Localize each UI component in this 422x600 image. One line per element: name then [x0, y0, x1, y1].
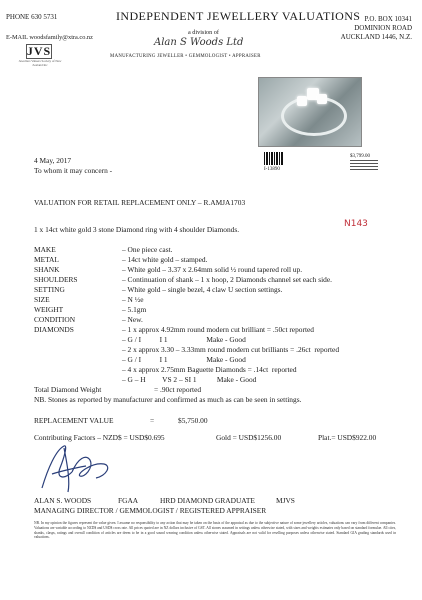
gold-price: Gold = USD$1256.00: [216, 433, 282, 442]
replacement-label: REPLACEMENT VALUE: [34, 416, 114, 425]
diamond-line: – 2 x approx 3.30 – 3.33mm round modern cut brilliants = .26ct reported: [122, 345, 340, 354]
stone-right: [317, 94, 327, 104]
disclaimer-footer: NB. In my opinion the figures represent the value given. I assume no responsibility to any action that may be taken on the basis of the appraisal as due to the subjective nature of some jewellery articles, valuations can vary from different companies. Valuations are variable according to NZD$ and USD$ cross rate. All prices quoted are in NZ dollars inclusive of GST. All stones assumed in settings unless otherwise stated, with sizes and weights estimates only based on standard formulae. All cites, shanks, clasps, ratings and overall condition of articles are deem to be in a good sound wearing condition unless otherwise stated. Appraisals are not valid for reselling purposes unless otherwise stated. Standard GIA grading standards used in valuations.: [34, 521, 396, 540]
spec-row: [34, 275, 404, 285]
tag-price: $3,799.00: [350, 154, 370, 159]
ring-photo: [258, 77, 362, 147]
spec-label: METAL: [34, 255, 59, 264]
spec-value: – New.: [122, 315, 143, 324]
spec-label: SHANK: [34, 265, 60, 274]
spec-row: [34, 255, 404, 265]
item-description: 1 x 14ct white gold 3 stone Diamond ring with 4 shoulder Diamonds.: [34, 225, 240, 234]
stone-left: [297, 96, 307, 106]
jvs-logo: [26, 44, 52, 59]
spec-value: – 5.1gm: [122, 305, 147, 314]
jvs-logo-caption: Jewellers Valuers Society of New Zealand Inc: [18, 59, 62, 67]
spec-row: [34, 265, 404, 275]
spec-label: SHOULDERS: [34, 275, 78, 284]
script-company-name: Alan S Woods Ltd: [154, 37, 244, 48]
spec-row: [34, 305, 404, 315]
spec-value: – 14ct white gold – stamped.: [122, 255, 208, 264]
diamond-line: – 4 x approx 2.75mm Baguette Diamonds = .14ct reported: [122, 365, 297, 374]
spec-label: CONDITION: [34, 315, 76, 324]
tag-fine-print: [350, 160, 378, 172]
spec-value: – White gold – single bezel, 4 claw U section settings.: [122, 285, 283, 294]
road-address: DOMINION ROAD: [354, 24, 412, 32]
diamond-line: – G – H VS 2 – SI 1 Make - Good: [122, 375, 257, 384]
nb-note: NB. Stones as reported by manufacturer and confirmed as much as can be seen in settings.: [34, 395, 302, 404]
letter-salutation: To whom it may concern -: [34, 166, 113, 175]
spec-value: – N ½e: [122, 295, 144, 304]
phone-number: PHONE 630 5731: [6, 13, 58, 21]
jvs-logo-text: JVS: [26, 44, 52, 58]
total-weight-value: = .90ct reported: [154, 385, 202, 394]
total-weight-row: [34, 385, 404, 395]
city-address: AUCKLAND 1446, N.Z.: [340, 33, 412, 41]
spec-label: WEIGHT: [34, 305, 64, 314]
division-text: a division of: [188, 29, 219, 36]
spec-row: [34, 325, 404, 335]
handwritten-reference: N143: [344, 219, 368, 229]
spec-row: [34, 285, 404, 295]
replacement-equals: =: [150, 416, 155, 425]
replacement-value: $5,750.00: [178, 416, 208, 425]
signatory-grad: HRD DIAMOND GRADUATE: [160, 496, 255, 505]
spec-row: [34, 245, 404, 255]
signatory-name: ALAN S. WOODS: [34, 496, 92, 505]
spec-label: SETTING: [34, 285, 65, 294]
signatory-fgaa: FGAA: [118, 496, 139, 505]
barcode: [264, 152, 284, 165]
spec-value: – One piece cast.: [122, 245, 173, 254]
spec-row: [34, 295, 404, 305]
spec-label: SIZE: [34, 295, 50, 304]
spec-label: DIAMONDS: [34, 325, 74, 334]
platinum-price: Plat.= USD$922.00: [318, 433, 377, 442]
email-address: E-MAIL woodsfamily@xtra.co.nz: [6, 34, 93, 41]
handwritten-signature: [34, 438, 124, 496]
spec-label: MAKE: [34, 245, 56, 254]
valuation-heading: VALUATION FOR RETAIL REPLACEMENT ONLY – R.AMJA1703: [34, 198, 246, 207]
spec-value: – White gold – 3.37 x 2.64mm solid ½ round tapered roll up.: [122, 265, 303, 274]
spec-value: – 1 x approx 4.92mm round modern cut brilliant = .50ct reported: [122, 325, 314, 334]
letter-date: 4 May, 2017: [34, 156, 72, 165]
contributing-factors: Contributing Factors – NZD$ = USD$0.695: [34, 433, 165, 442]
signatory-mjvs: MJVS: [276, 496, 295, 505]
spec-value: – Continuation of shank – 1 x hoop, 2 Diamonds channel set each side.: [122, 275, 332, 284]
spec-row: [34, 315, 404, 325]
signatory-title: MANAGING DIRECTOR / GEMMOLOGIST / REGISTERED APPRAISER: [34, 506, 267, 515]
company-name: INDEPENDENT JEWELLERY VALUATIONS: [116, 9, 361, 23]
tagline: MANUFACTURING JEWELLER • GEMMOLOGIST • APPRAISER: [110, 54, 261, 59]
diamond-line: – G / I I 1 Make - Good: [122, 335, 246, 344]
diamond-line: – G / I I 1 Make - Good: [122, 355, 246, 364]
total-weight-label: Total Diamond Weight: [34, 385, 102, 394]
tag-code: I-13890: [264, 167, 280, 172]
po-box: P.O. BOX 10341: [364, 15, 412, 23]
ring-band: [281, 96, 347, 136]
